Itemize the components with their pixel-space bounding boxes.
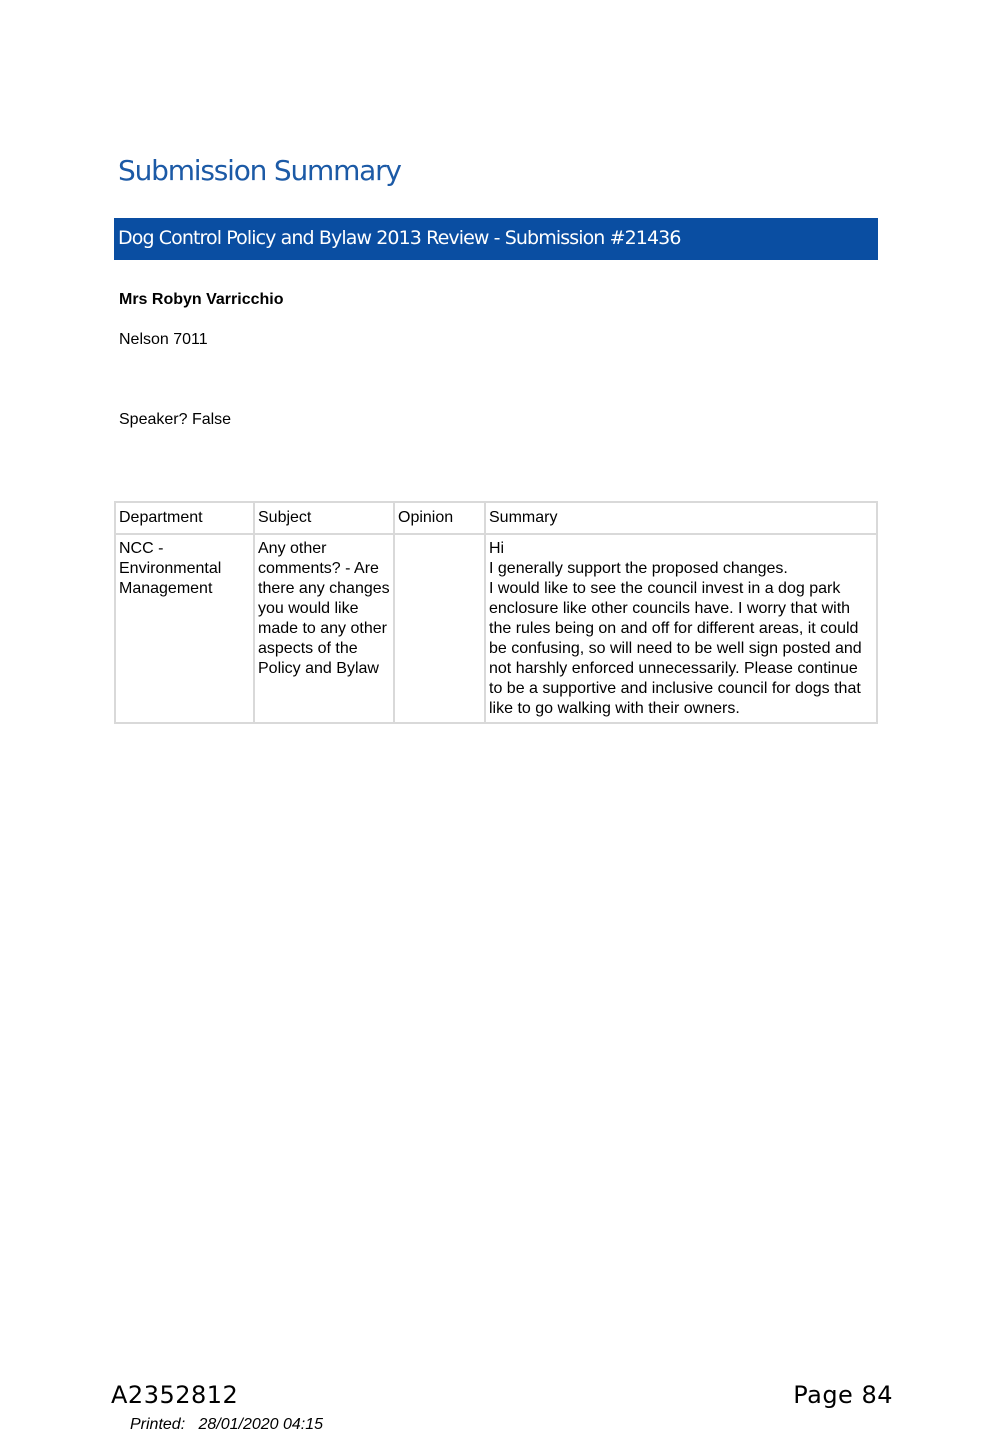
column-header-department: Department [115, 502, 254, 534]
page-title: Submission Summary [118, 154, 401, 187]
column-header-subject: Subject [254, 502, 394, 534]
submission-banner: Dog Control Policy and Bylaw 2013 Review - Submission #21436 [114, 218, 878, 260]
table-row [115, 534, 877, 723]
summary-support: I generally support the proposed changes. [489, 560, 788, 577]
printed-timestamp: Printed: 28/01/2020 04:15 [130, 1416, 324, 1433]
column-header-opinion: Opinion [394, 502, 485, 534]
summary-body: I would like to see the council invest in a dog park enclosure like other councils have. I worry that with the rules being on and off for different areas, it could be confusing, so will need to be well sign posted and not harshly enforced unnecessarily. Please continue to be a supportive and inclusive council for dogs that like to go walking with their owners. [489, 580, 862, 717]
cell-department: NCC - Environmental Management [115, 534, 254, 723]
cell-summary [485, 534, 877, 723]
cell-opinion [394, 534, 485, 723]
submitter-name: Mrs Robyn Varricchio [119, 291, 284, 308]
speaker-status: Speaker? False [119, 411, 232, 428]
cell-subject: Any other comments? - Are there any changes you would like made to any other aspects of the Policy and Bylaw [254, 534, 394, 723]
submitter-address: Nelson 7011 [119, 331, 208, 348]
column-header-summary: Summary [485, 502, 877, 534]
submission-table [114, 501, 878, 724]
summary-greeting: Hi [489, 540, 505, 557]
table-header-row [115, 502, 877, 534]
page-number: Page 84 [793, 1381, 893, 1409]
document-reference: A2352812 [111, 1381, 239, 1409]
